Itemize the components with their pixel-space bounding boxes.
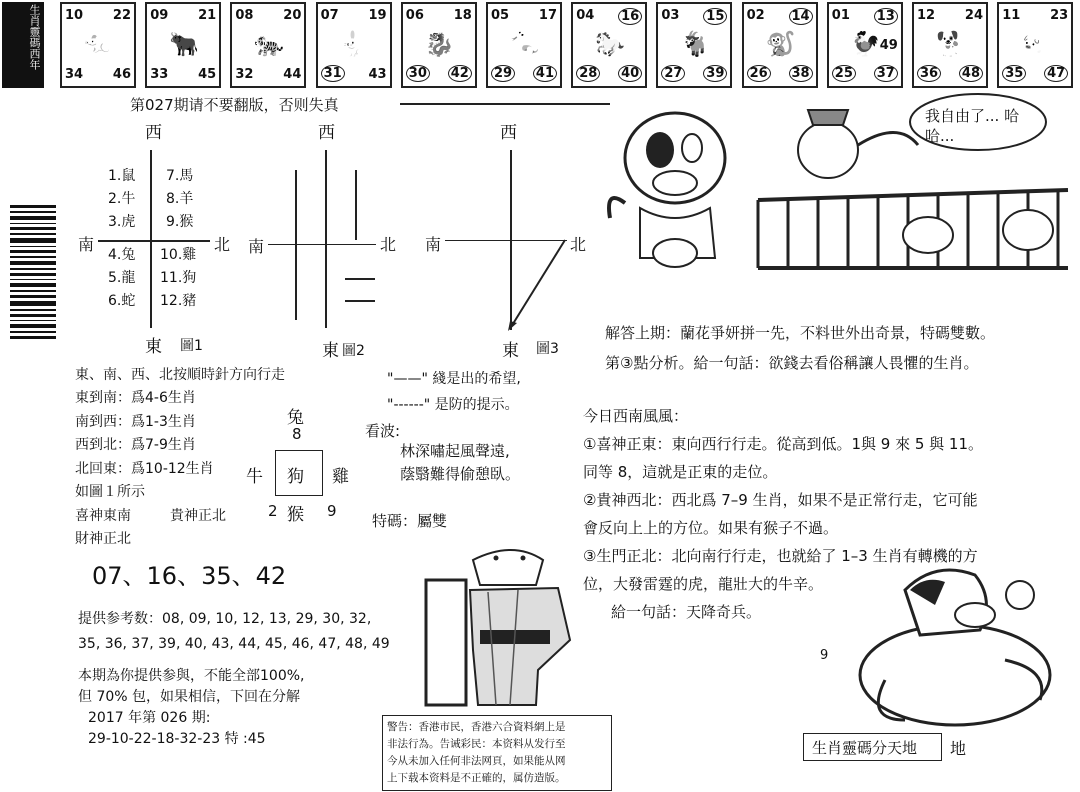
today-line: ①喜神正東：東向西行行走。從高到低。1與 9 來 5 與 11。 bbox=[583, 435, 984, 453]
zodiac-number: 12 bbox=[917, 8, 936, 23]
zodiac-cell bbox=[60, 2, 136, 88]
north-label: 北 bbox=[214, 235, 231, 254]
zodiac-number: 39 bbox=[703, 65, 727, 82]
promo-line1: 本期為你提供参與，不能全部100%, bbox=[78, 668, 305, 684]
zodiac-number: 22 bbox=[112, 8, 131, 23]
zodiac-cell bbox=[827, 2, 903, 88]
promo-line4: 29-10-22-18-32-23 特 :45 bbox=[88, 731, 266, 747]
gods-text: 貴神正北 bbox=[170, 507, 226, 524]
monkey-icon: 🐒 bbox=[765, 30, 796, 58]
zodiac-number: 08 bbox=[235, 8, 254, 23]
zodiac-cell bbox=[401, 2, 477, 88]
promo-line2: 但 70% 包，如果相信，下回在分解 bbox=[78, 689, 301, 705]
zodiac-number: 28 bbox=[576, 65, 600, 82]
zodiac-cell bbox=[486, 2, 562, 88]
grid-bottom-left: 2 bbox=[268, 502, 278, 520]
cow-mascot-icon bbox=[845, 560, 1065, 730]
zodiac-item: 4.兔 bbox=[108, 247, 136, 263]
zodiac-number: 15 bbox=[703, 8, 727, 25]
zodiac-left-bottom bbox=[108, 244, 135, 313]
grid-left: 牛 bbox=[246, 467, 263, 487]
dragon-icon: 🐉 bbox=[424, 30, 455, 58]
notice-line: 警告：香港市民，香港六合資料網上是 bbox=[387, 721, 566, 733]
special-code: 特碼：屬雙 bbox=[372, 512, 448, 530]
zodiac-number: 18 bbox=[453, 8, 472, 23]
axis-vertical bbox=[150, 150, 152, 328]
snake-icon: 🐍 bbox=[510, 30, 540, 58]
zodiac-item: 3.虎 bbox=[108, 214, 136, 230]
pig-icon: 🐖 bbox=[1021, 30, 1052, 58]
zodiac-item: 8.羊 bbox=[166, 191, 194, 207]
zodiac-number: 40 bbox=[618, 65, 642, 82]
zodiac-number: 02 bbox=[746, 8, 765, 23]
direction-item: 北回東：爲10-12生肖 bbox=[75, 460, 214, 477]
south-label: 南 bbox=[78, 235, 95, 254]
cat-kimono-icon bbox=[418, 540, 578, 710]
zodiac-number: 41 bbox=[533, 65, 557, 82]
zodiac-number: 45 bbox=[198, 67, 217, 82]
arrow-line bbox=[505, 235, 575, 335]
zodiac-cell bbox=[230, 2, 306, 88]
zodiac-number: 27 bbox=[661, 65, 685, 82]
zodiac-number: 17 bbox=[538, 8, 557, 23]
zodiac-item: 5.龍 bbox=[108, 270, 136, 286]
barcode-icon bbox=[8, 205, 58, 345]
zodiac-number: 09 bbox=[150, 8, 169, 23]
zodiac-number: 46 bbox=[112, 67, 131, 82]
zodiac-left-top bbox=[108, 165, 135, 234]
south-label: 南 bbox=[425, 235, 442, 254]
zodiac-number: 43 bbox=[368, 67, 387, 82]
ref-line1: 提供参考数：08, 09, 10, 12, 13, 29, 30, 32, bbox=[78, 611, 372, 627]
grid-bottom-right: 9 bbox=[327, 502, 337, 520]
notice-line: 今从未加入任何非法网頁，如果能从网 bbox=[387, 755, 566, 767]
legend-solid: "——" 綫是出的希望, bbox=[387, 371, 521, 387]
grid-bottom: 猴 bbox=[287, 505, 304, 525]
zodiac-number: 42 bbox=[448, 65, 472, 82]
north-label: 北 bbox=[570, 235, 587, 254]
figure-label-1: 圖1 bbox=[180, 338, 203, 354]
today-line: 位，大發雷霆的虎，龍壯大的牛辛。 bbox=[583, 575, 824, 593]
zodiac-number: 20 bbox=[283, 8, 302, 23]
axis-horizontal bbox=[98, 240, 210, 242]
directions-title: 東、南、西、北按順時針方向行走 bbox=[75, 367, 285, 383]
zodiac-number: 03 bbox=[661, 8, 680, 23]
zodiac-item: 9.猴 bbox=[166, 214, 194, 230]
zodiac-number: 26 bbox=[747, 65, 771, 82]
legend-dashed: "------" 是防的提示。 bbox=[387, 397, 519, 413]
zodiac-number: 31 bbox=[321, 65, 345, 82]
zodiac-number: 01 bbox=[831, 8, 850, 23]
notice-line: 非法行為。告诫彩民：本资料从发行至 bbox=[387, 738, 566, 750]
zodiac-item: 10.雞 bbox=[160, 247, 197, 263]
grid-top-num: 8 bbox=[292, 425, 302, 443]
zodiac-cell bbox=[316, 2, 392, 88]
side-label: 生肖靈碼西年 bbox=[2, 2, 44, 88]
zodiac-number: 07 bbox=[320, 8, 339, 23]
zodiac-number: 49 bbox=[879, 38, 898, 53]
zodiac-number: 23 bbox=[1050, 8, 1069, 23]
dash-line bbox=[345, 300, 375, 302]
east-label: 東 bbox=[145, 337, 162, 357]
zodiac-number: 19 bbox=[368, 8, 387, 23]
zodiac-number: 05 bbox=[491, 8, 510, 23]
warning-line: 第027期请不要翻版，否则失真 bbox=[130, 96, 339, 114]
zodiac-number: 24 bbox=[964, 8, 983, 23]
tiger-icon: 🐅 bbox=[254, 30, 285, 58]
answer-line2: 第③點分析。給一句話：欲錢去看俗稱讓人畏懼的生肖。 bbox=[605, 354, 979, 372]
gods-text: 喜神東南 bbox=[75, 507, 131, 524]
zodiac-number: 10 bbox=[65, 8, 84, 23]
zodiac-item: 1.鼠 bbox=[108, 168, 136, 184]
zodiac-cell bbox=[571, 2, 647, 88]
fig-note: 如圖１所示 bbox=[75, 484, 145, 500]
footer-box-text: 生肖靈碼分天地 bbox=[812, 739, 918, 757]
ref-line2: 35, 36, 37, 39, 40, 43, 44, 45, 46, 47, 48, 49 bbox=[78, 636, 390, 652]
zodiac-number: 11 bbox=[1002, 8, 1021, 23]
solid-line bbox=[355, 170, 357, 240]
footer-tail: 地 bbox=[950, 739, 967, 758]
axis-horizontal bbox=[268, 244, 376, 245]
zodiac-number: 14 bbox=[789, 8, 813, 25]
west-label: 西 bbox=[500, 123, 517, 143]
figure-label-3: 圖3 bbox=[536, 341, 559, 357]
north-label: 北 bbox=[380, 235, 397, 254]
grid-center: 狗 bbox=[287, 467, 304, 487]
zodiac-number: 37 bbox=[874, 65, 898, 82]
poem-line2: 蔭翳難得偷憩臥。 bbox=[400, 465, 521, 483]
zodiac-strip bbox=[0, 0, 1080, 92]
zodiac-number: 30 bbox=[406, 65, 430, 82]
zodiac-number: 38 bbox=[789, 65, 813, 82]
zodiac-number: 16 bbox=[618, 8, 642, 25]
gods-row bbox=[75, 505, 226, 528]
notice-text bbox=[387, 719, 566, 787]
dog-icon: 🐕 bbox=[936, 30, 966, 58]
rabbit-icon: 🐇 bbox=[339, 30, 370, 58]
rat-icon: 🐀 bbox=[84, 30, 114, 58]
direction-item: 南到西：爲1-3生肖 bbox=[75, 413, 196, 430]
today-line: 會反向上上的方位。如果有猴子不過。 bbox=[583, 519, 839, 537]
zodiac-number: 34 bbox=[65, 67, 84, 82]
birds-cage-icon bbox=[748, 90, 1078, 270]
zodiac-number: 47 bbox=[1044, 65, 1068, 82]
west-label: 西 bbox=[318, 123, 335, 143]
today-line: ③生門正北：北向南行行走，也就給了 1–3 生肖有轉機的方 bbox=[583, 547, 978, 565]
zodiac-number: 35 bbox=[1002, 65, 1026, 82]
today-line: 給一句話：天降奇兵。 bbox=[611, 603, 762, 621]
promo-line3: 2017 年第 026 期: bbox=[88, 710, 211, 726]
zodiac-item: 2.牛 bbox=[108, 191, 136, 207]
today-line: 同等 8，這就是正東的走位。 bbox=[583, 463, 778, 481]
gods-text: 財神正北 bbox=[75, 530, 131, 547]
zodiac-item: 7.馬 bbox=[166, 168, 194, 184]
east-label: 東 bbox=[502, 341, 519, 361]
zodiac-number: 13 bbox=[874, 8, 898, 25]
zodiac-item: 6.蛇 bbox=[108, 293, 136, 309]
speech-bubble: 我自由了... 哈哈... bbox=[925, 107, 1020, 145]
zodiac-item: 12.豬 bbox=[160, 293, 197, 309]
divider bbox=[400, 103, 610, 105]
directions-list bbox=[75, 387, 226, 551]
south-label: 南 bbox=[248, 237, 265, 256]
zodiac-cell bbox=[997, 2, 1073, 88]
zodiac-cell bbox=[912, 2, 988, 88]
figure-label-2: 圖2 bbox=[342, 343, 365, 359]
zodiac-cell bbox=[656, 2, 732, 88]
zodiac-number: 04 bbox=[576, 8, 595, 23]
zodiac-right-top bbox=[166, 165, 193, 234]
solid-line bbox=[295, 170, 297, 320]
zodiac-number: 29 bbox=[491, 65, 515, 82]
zodiac-number: 36 bbox=[917, 65, 941, 82]
main-numbers: 07、16、35、42 bbox=[92, 562, 287, 590]
today-line: ②貴神西北：西北爲 7–9 生肖，如果不是正常行走，它可能 bbox=[583, 491, 978, 509]
zodiac-number: 32 bbox=[235, 67, 254, 82]
notice-line: 上下载本资料是不正確的，属仿造版。 bbox=[387, 772, 566, 784]
stray-number: 9 bbox=[820, 648, 829, 663]
zodiac-cell bbox=[145, 2, 221, 88]
poem-label: 看波: bbox=[365, 422, 401, 440]
west-label: 西 bbox=[145, 123, 162, 143]
zodiac-number: 21 bbox=[198, 8, 217, 23]
dash-line bbox=[345, 278, 375, 280]
zodiac-number: 33 bbox=[150, 67, 169, 82]
axis-vertical bbox=[325, 150, 327, 328]
horse-icon: 🐎 bbox=[595, 30, 626, 58]
grid-top: 兔 bbox=[287, 408, 304, 428]
zodiac-number: 48 bbox=[959, 65, 983, 82]
zodiac-number: 25 bbox=[832, 65, 856, 82]
zodiac-right-bottom bbox=[160, 244, 196, 313]
zodiac-item: 11.狗 bbox=[160, 270, 197, 286]
zodiac-number: 44 bbox=[283, 67, 302, 82]
poem-line1: 林深嘯起風聲遠, bbox=[400, 442, 510, 460]
today-title: 今日西南風風： bbox=[583, 407, 689, 425]
answer-line1: 解答上期：蘭花爭妍拼一先，不料世外出奇景，特碼雙數。 bbox=[605, 324, 996, 342]
direction-item: 東到南：爲4-6生肖 bbox=[75, 390, 196, 406]
ox-icon: 🐂 bbox=[169, 30, 200, 58]
goat-icon: 🐐 bbox=[680, 30, 711, 58]
direction-item: 西到北：爲7-9生肖 bbox=[75, 437, 196, 453]
zodiac-number: 06 bbox=[405, 8, 424, 23]
grid-right: 雞 bbox=[332, 467, 349, 487]
east-label: 東 bbox=[322, 341, 339, 361]
rooster-icon: 🐓 bbox=[850, 30, 881, 58]
zodiac-cell bbox=[742, 2, 818, 88]
tiger-mascot-icon bbox=[600, 88, 760, 273]
